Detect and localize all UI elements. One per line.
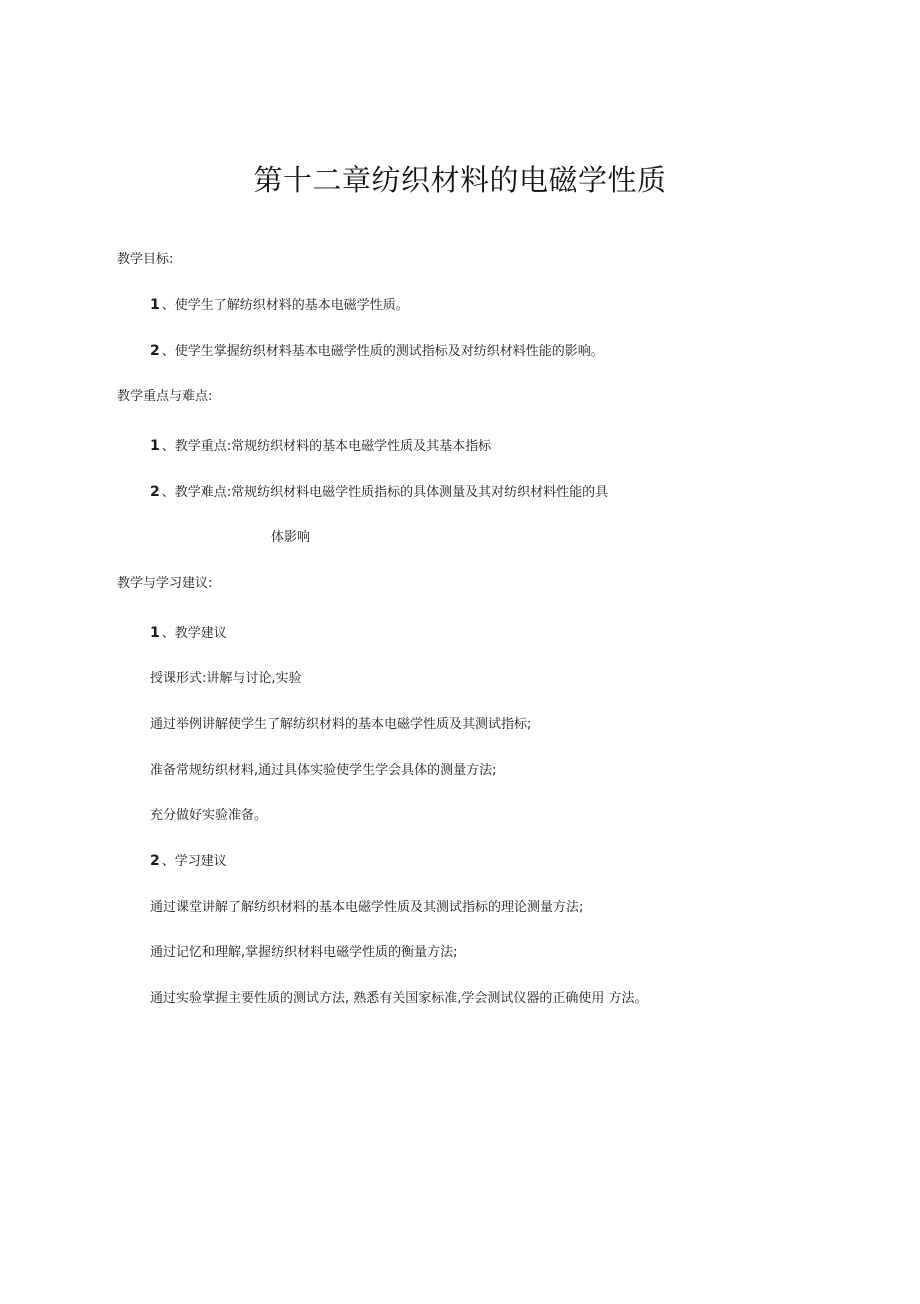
learning-suggestion-number: 2: [150, 853, 160, 869]
learning-suggestion-heading: [150, 852, 227, 871]
teaching-suggestion-line-4: 充分做好实验准备。: [150, 808, 268, 823]
objective-item-2-number: 2: [150, 343, 160, 359]
teaching-suggestion-heading: [150, 624, 227, 643]
key-point-item-2-continuation: 体影响: [271, 530, 311, 545]
teaching-suggestion-line-1: 授课形式:讲解与讨论,实验: [150, 671, 302, 686]
objective-item-2-text: 、使学生掌握纺织材料基本电磁学性质的测试指标及对纺织材料性能的影响。: [161, 344, 604, 359]
teaching-suggestion-line-2: 通过举例讲解使学生了解纺织材料的基本电磁学性质及其测试指标;: [150, 717, 532, 732]
key-point-item-1: [150, 437, 491, 456]
learning-suggestion-line-1: 通过课堂讲解了解纺织材料的基本电磁学性质及其测试指标的理论测量方法;: [150, 900, 584, 915]
key-point-item-1-number: 1: [150, 438, 160, 454]
learning-suggestion-line-2: 通过记忆和理解,掌握纺织材料电磁学性质的衡量方法;: [150, 945, 458, 960]
key-point-item-2-number: 2: [150, 484, 160, 500]
key-point-item-1-text: 、教学重点:常规纺织材料的基本电磁学性质及其基本指标: [161, 439, 492, 454]
objective-item-1: [150, 296, 409, 315]
objective-item-1-number: 1: [150, 297, 160, 313]
learning-suggestion-line-3: 通过实验掌握主要性质的测试方法, 熟悉有关国家标准,学会测试仪器的正确使用 方法。: [150, 991, 648, 1006]
page-title: 第十二章纺织材料的电磁学性质: [253, 163, 667, 197]
learning-suggestion-label: 、学习建议: [161, 854, 227, 869]
key-points-heading: 教学重点与难点:: [117, 389, 213, 404]
teaching-suggestion-number: 1: [150, 625, 160, 641]
suggestions-heading: 教学与学习建议:: [117, 576, 213, 591]
key-point-item-2: [150, 483, 608, 502]
objectives-heading: 教学目标:: [117, 252, 174, 267]
key-point-item-2-text: 、教学难点:常规纺织材料电磁学性质指标的具体测量及其对纺织材料性能的具: [161, 485, 609, 500]
teaching-suggestion-label: 、教学建议: [161, 626, 227, 641]
objective-item-1-text: 、使学生了解纺织材料的基本电磁学性质。: [161, 298, 409, 313]
objective-item-2: [150, 342, 604, 361]
teaching-suggestion-line-3: 准备常规纺织材料,通过具体实验使学生学会具体的测量方法;: [150, 763, 497, 778]
